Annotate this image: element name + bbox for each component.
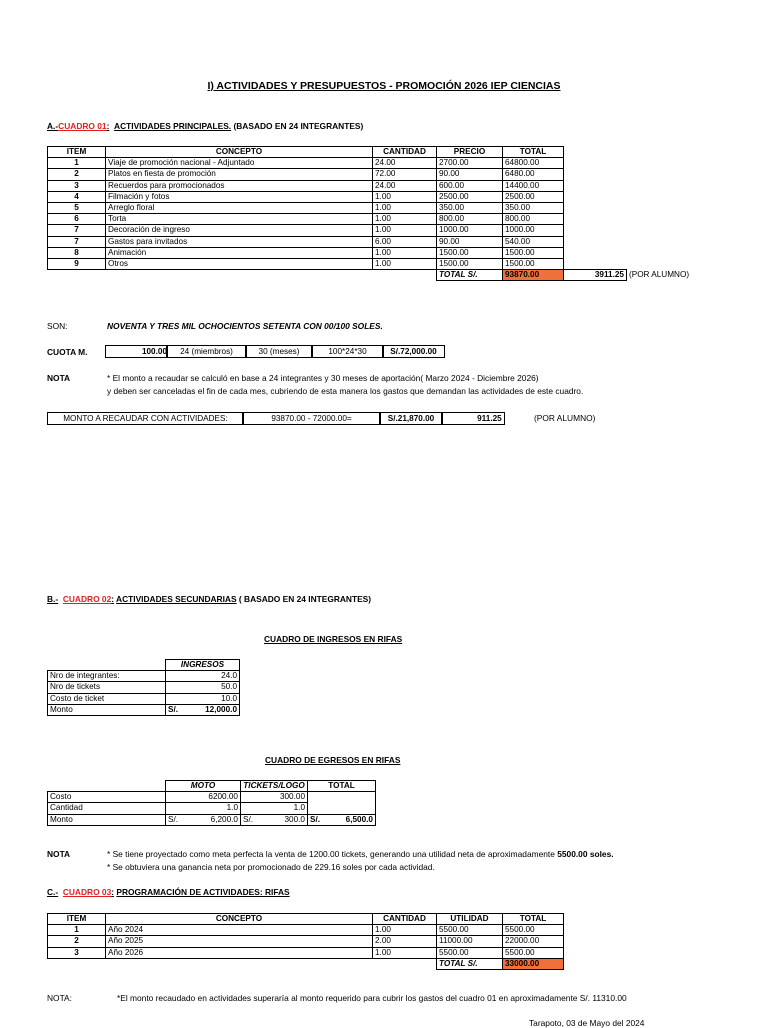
col-header: ITEM <box>48 147 106 158</box>
cell: 540.00 <box>503 236 564 247</box>
egresos-heading: CUADRO DE EGRESOS EN RIFAS <box>265 755 401 765</box>
nota2-line1-bold: 5500.00 soles. <box>557 849 614 859</box>
monto-calc: 93870.00 - 72000.00= <box>242 412 381 425</box>
cuadro-label: CUADRO 03 <box>62 887 112 897</box>
row-label: Monto <box>48 814 166 825</box>
col-header: CANTIDAD <box>373 914 437 925</box>
col-header: CANTIDAD <box>373 147 437 158</box>
cell: Decoración de ingreso <box>106 225 373 236</box>
col-header: TOTAL <box>503 914 564 925</box>
table-row <box>48 936 564 947</box>
monto-per-label: (POR ALUMNO) <box>534 413 596 423</box>
row-value: 24.0 <box>166 671 240 682</box>
cell: 800.00 <box>503 214 564 225</box>
cell: 5500.00 <box>437 947 503 958</box>
nota2-line2: * Se obtuviera una ganancia neta por promocionado de 229.16 soles por cada actividad. <box>107 862 435 872</box>
table-row <box>48 180 692 191</box>
row-label: Costo de ticket <box>48 693 166 704</box>
total-value: 93870.00 <box>503 270 564 281</box>
col-header: PRECIO <box>437 147 503 158</box>
cuota-label: CUOTA M. <box>47 347 88 357</box>
cell: Año 2025 <box>106 936 373 947</box>
item-number: 4 <box>48 191 106 202</box>
item-number: 8 <box>48 247 106 258</box>
col-header: CONCEPTO <box>106 147 373 158</box>
cell <box>308 814 376 825</box>
row-label: Nro de integrantes: <box>48 671 166 682</box>
monto-per-value: 911.25 <box>477 414 502 423</box>
section-colon: : <box>106 121 110 131</box>
table-row <box>48 792 376 803</box>
section-title: PROGRAMACIÓN DE ACTIVIDADES: RIFAS <box>116 887 290 897</box>
row-label: Cantidad <box>48 803 166 814</box>
cell: 300.00 <box>241 792 308 803</box>
col-header: ITEM <box>48 914 106 925</box>
table-row <box>48 202 692 213</box>
cell: 90.00 <box>437 236 503 247</box>
nota3-label: NOTA: <box>47 993 72 1003</box>
row-label: Monto <box>48 704 166 715</box>
section-prefix: B.- <box>47 594 59 604</box>
table-row <box>48 704 240 715</box>
col-header: MOTO <box>166 781 241 792</box>
cell: Año 2024 <box>106 925 373 936</box>
item-number: 7 <box>48 236 106 247</box>
cuadro-label: CUADRO 01 <box>58 121 107 131</box>
table-row <box>48 191 692 202</box>
son-text: NOVENTA Y TRES MIL OCHOCIENTOS SETENTA CON 00/100 SOLES. <box>107 321 383 331</box>
table-header-row <box>48 914 564 925</box>
currency: S/. <box>166 704 186 715</box>
ingresos-heading: CUADRO DE INGRESOS EN RIFAS <box>264 634 403 644</box>
cell: 2500.00 <box>437 191 503 202</box>
total-row <box>48 270 692 281</box>
cell: 1500.00 <box>437 258 503 269</box>
item-number: 2 <box>48 169 106 180</box>
nota1-line1: * El monto a recaudar se calculó en base a 24 integrantes y 30 meses de aportación( Marzo 2024 - Diciembre 2026) <box>107 373 539 383</box>
cell: 6480.00 <box>503 169 564 180</box>
monto-result: S/.21,870.00 <box>379 412 443 425</box>
cell: 1500.00 <box>503 258 564 269</box>
currency: S/. <box>310 814 321 824</box>
blank-cell <box>48 958 437 969</box>
cell: 1500.00 <box>503 247 564 258</box>
cell: 64800.00 <box>503 158 564 169</box>
nota1-label: NOTA <box>47 373 71 383</box>
total-row <box>48 958 564 969</box>
currency: S/. <box>168 814 179 824</box>
cell: 1.00 <box>373 947 437 958</box>
total-label: TOTAL S/. <box>437 270 503 281</box>
cell: 1.0 <box>166 803 241 814</box>
cell: 11000.00 <box>437 936 503 947</box>
item-number: 7 <box>48 225 106 236</box>
cell: 6200.00 <box>166 792 241 803</box>
cell: Año 2026 <box>106 947 373 958</box>
cell: 1.00 <box>373 214 437 225</box>
item-number: 1 <box>48 925 106 936</box>
cell: 2500.00 <box>503 191 564 202</box>
table-row <box>48 947 564 958</box>
value: 6,200.0 <box>210 814 238 824</box>
col-header: CONCEPTO <box>106 914 373 925</box>
col-header: UTILIDAD <box>437 914 503 925</box>
cell: 1.00 <box>373 202 437 213</box>
section-prefix: C.- <box>47 887 59 897</box>
col-header: TOTAL <box>308 781 376 792</box>
row-value: 50.0 <box>166 682 240 693</box>
item-number: 3 <box>48 947 106 958</box>
table-row <box>48 225 692 236</box>
egresos-table <box>47 780 376 826</box>
cell: 2700.00 <box>437 158 503 169</box>
table-row <box>48 236 692 247</box>
section-prefix: A.- <box>47 121 59 131</box>
cuota-cell: 30 (meses) <box>245 345 313 358</box>
cuadro-label: CUADRO 02 <box>62 594 112 604</box>
table-row <box>48 814 376 825</box>
cell: Animación <box>106 247 373 258</box>
cell: Viaje de promoción nacional - Adjuntado <box>106 158 373 169</box>
section-c-heading <box>47 887 290 897</box>
cell: Recuerdos para promocionados <box>106 180 373 191</box>
total-label: TOTAL S/. <box>437 958 503 969</box>
per-student-value: 3911.25 <box>594 270 624 280</box>
cell: 24.00 <box>373 180 437 191</box>
cell: 5500.00 <box>437 925 503 936</box>
table-row <box>48 925 564 936</box>
table-row <box>48 158 692 169</box>
row-label: Nro de tickets <box>48 682 166 693</box>
cell: 1.00 <box>373 191 437 202</box>
section-title: ACTIVIDADES SECUNDARIAS <box>116 594 237 604</box>
table-row <box>48 671 240 682</box>
section-note: (BASADO EN 24 INTEGRANTES) <box>231 121 364 131</box>
section-title: ACTIVIDADES PRINCIPALES. <box>114 121 232 131</box>
nota2-label: NOTA <box>47 849 71 859</box>
item-number: 3 <box>48 180 106 191</box>
item-number: 9 <box>48 258 106 269</box>
table-row <box>48 803 376 814</box>
item-number: 1 <box>48 158 106 169</box>
cell: 1000.00 <box>503 225 564 236</box>
cell: Otros <box>106 258 373 269</box>
ingresos-table <box>47 659 240 716</box>
footer-date: Tarapoto, 03 de Mayo del 2024 <box>529 1018 645 1028</box>
blank-cell <box>48 270 437 281</box>
total-value: 33000.00 <box>503 958 564 969</box>
cell: 14400.00 <box>503 180 564 191</box>
section-a-heading <box>47 121 363 131</box>
nota1-line2: y deben ser canceladas el fin de cada mes, cubriendo de esta manera los gastos que demandan las actividades de este cuadro. <box>107 386 584 396</box>
section-colon: : <box>111 594 115 604</box>
cuota-cell: S/.72,000.00 <box>382 345 445 358</box>
table-row <box>48 169 692 180</box>
cell: 2.00 <box>373 936 437 947</box>
cuota-cell: 100.00 <box>105 345 168 358</box>
value: 300.0 <box>284 814 305 824</box>
col-header: TOTAL <box>503 147 564 158</box>
value: 6,500.0 <box>345 814 373 824</box>
cell: 5500.00 <box>503 947 564 958</box>
table-row <box>48 682 240 693</box>
section-b-heading <box>47 594 371 604</box>
cell: Gastos para invitados <box>106 236 373 247</box>
cell: 22000.00 <box>503 936 564 947</box>
section-note: ( BASADO EN 24 INTEGRANTES) <box>236 594 372 604</box>
row-value: 12,000.0 <box>186 704 240 715</box>
cell: Arreglo floral <box>106 202 373 213</box>
cell: 6.00 <box>373 236 437 247</box>
cell: 5500.00 <box>503 925 564 936</box>
cell: 800.00 <box>437 214 503 225</box>
table-row <box>48 247 692 258</box>
cell: 1.00 <box>373 247 437 258</box>
table-header-row <box>48 147 692 158</box>
cuota-cell: 100*24*30 <box>311 345 384 358</box>
table-row <box>48 258 692 269</box>
currency: S/. <box>243 814 254 824</box>
cell: Platos en fiesta de promoción <box>106 169 373 180</box>
nota3-text: *El monto recaudado en actividades superaría al monto requerido para cubrir los gastos del cuadro 01 en aproximadamente S/. 11310.00 <box>117 993 627 1003</box>
cell <box>241 814 308 825</box>
cell: 600.00 <box>437 180 503 191</box>
monto-label: MONTO A RECAUDAR CON ACTIVIDADES: <box>47 412 244 425</box>
col-header: TICKETS/LOGO <box>241 781 308 792</box>
nota2-line1 <box>107 849 614 859</box>
cell: 24.00 <box>373 158 437 169</box>
cuota-cell: 24 (miembros) <box>166 345 247 358</box>
section-colon: : <box>111 887 115 897</box>
cell: 90.00 <box>437 169 503 180</box>
row-value: 10.0 <box>166 693 240 704</box>
monto-per <box>441 412 505 425</box>
cell: 1500.00 <box>437 247 503 258</box>
rifas-table <box>47 913 564 970</box>
cell: 72.00 <box>373 169 437 180</box>
cell: 350.00 <box>437 202 503 213</box>
cell: 1.00 <box>373 258 437 269</box>
cell: Torta <box>106 214 373 225</box>
cell: 350.00 <box>503 202 564 213</box>
item-number: 6 <box>48 214 106 225</box>
cell <box>166 814 241 825</box>
son-label: SON: <box>47 321 68 331</box>
per-student-cell <box>564 270 627 281</box>
item-number: 5 <box>48 202 106 213</box>
row-label: Costo <box>48 792 166 803</box>
activities-table <box>47 146 692 281</box>
cell: 1.00 <box>373 925 437 936</box>
page-title: I) ACTIVIDADES Y PRESUPUESTOS - PROMOCIÓN 2026 IEP CIENCIAS <box>207 80 561 92</box>
ingresos-col-header: INGRESOS <box>166 660 240 671</box>
table-row <box>48 693 240 704</box>
item-number: 2 <box>48 936 106 947</box>
nota2-line1-text: * Se tiene proyectado como meta perfecta la venta de 1200.00 tickets, generando una utilidad neta de aproximadamente <box>107 849 558 859</box>
cell: 1000.00 <box>437 225 503 236</box>
cell: Filmación y fotos <box>106 191 373 202</box>
table-row <box>48 214 692 225</box>
cell: 1.0 <box>241 803 308 814</box>
cell: 1.00 <box>373 225 437 236</box>
per-student-label: (POR ALUMNO) <box>629 270 690 280</box>
